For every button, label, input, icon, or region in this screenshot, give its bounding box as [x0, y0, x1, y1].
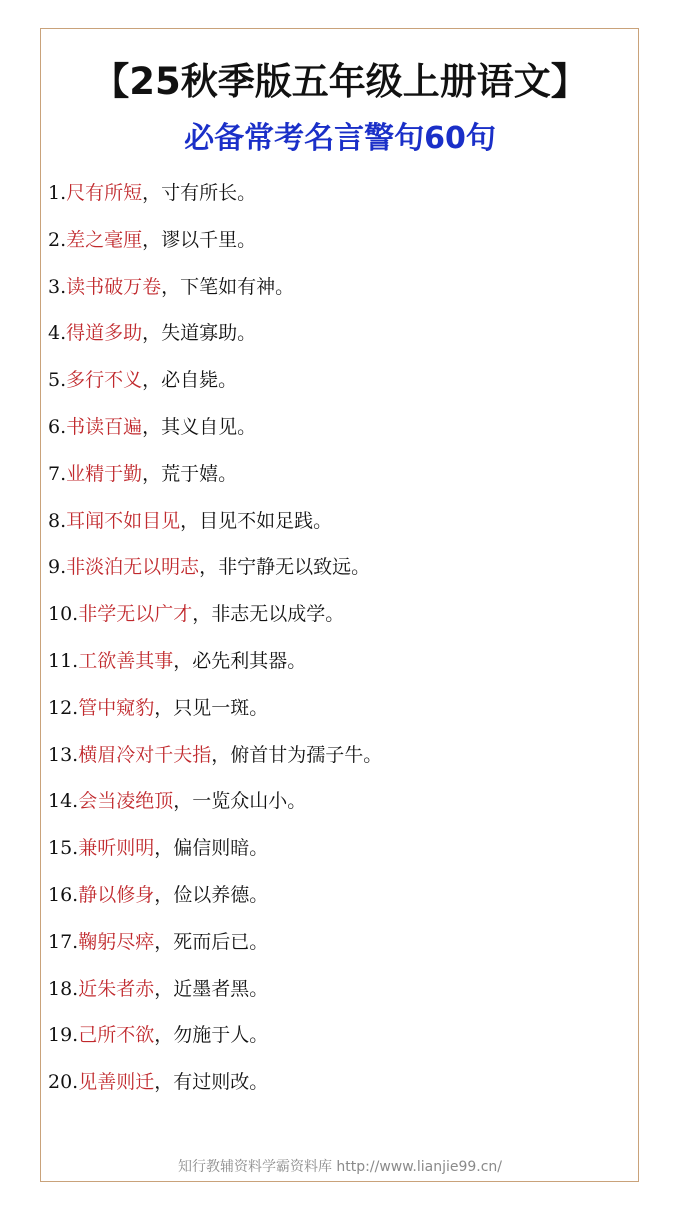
quote-item — [48, 642, 628, 689]
quote-first-half: 兼听则明 — [78, 837, 155, 860]
quote-second-half: ，俯首甘为孺子牛。 — [211, 743, 383, 766]
quote-item — [48, 268, 628, 315]
quote-number: 2. — [48, 228, 67, 251]
quote-item — [48, 736, 628, 783]
quote-item — [48, 689, 628, 736]
quote-number: 14. — [48, 790, 79, 813]
quote-first-half: 会当凌绝顶 — [78, 790, 174, 813]
quote-item — [48, 876, 628, 923]
quote-number: 13. — [48, 743, 79, 766]
quote-second-half: ，死而后已。 — [154, 930, 269, 953]
quote-second-half: ，失道寡助。 — [142, 322, 257, 345]
quote-first-half: 非学无以广才 — [78, 603, 193, 626]
quote-number: 11. — [48, 649, 79, 672]
page-subtitle: 必备常考名言警句60句 — [184, 121, 496, 156]
quote-number: 17. — [48, 930, 79, 953]
quote-item — [48, 829, 628, 876]
quote-first-half: 尺有所短 — [66, 182, 143, 204]
quote-second-half: ，非宁静无以致远。 — [199, 556, 371, 579]
quote-number: 6. — [48, 415, 67, 438]
quote-second-half: ，非志无以成学。 — [192, 603, 345, 626]
quote-first-half: 横眉冷对千夫指 — [78, 743, 212, 766]
quote-number: 4. — [48, 322, 67, 345]
quote-item — [48, 361, 628, 408]
quote-item — [48, 502, 628, 549]
quote-number: 20. — [48, 1071, 79, 1094]
quote-item — [48, 174, 628, 221]
quote-number: 10. — [48, 603, 79, 626]
quote-number: 12. — [48, 696, 79, 719]
quote-first-half: 工欲善其事 — [78, 649, 174, 672]
quote-first-half: 读书破万卷 — [66, 275, 162, 298]
quote-second-half: ，目见不如足践。 — [180, 509, 333, 532]
quote-item — [48, 1063, 628, 1110]
quote-second-half: ，近墨者黑。 — [154, 977, 269, 1000]
quote-first-half: 鞠躬尽瘁 — [78, 930, 155, 953]
quote-number: 16. — [48, 883, 79, 906]
quote-item — [48, 923, 628, 970]
quote-second-half: ，下笔如有神。 — [161, 275, 295, 298]
footer-source-line: 知行教辅资料学霸资料库 http://www.lianjie99.cn/ — [177, 1159, 503, 1175]
quote-first-half: 多行不义 — [66, 369, 143, 392]
quote-item — [48, 782, 628, 829]
quote-first-half: 非淡泊无以明志 — [66, 556, 200, 579]
quote-list — [48, 174, 628, 1110]
quote-number: 19. — [48, 1024, 79, 1047]
quote-second-half: ，其义自见。 — [142, 415, 257, 438]
quote-second-half: ，谬以千里。 — [142, 228, 257, 251]
quote-number: 15. — [48, 837, 79, 860]
quote-first-half: 己所不欲 — [78, 1024, 155, 1047]
quote-item — [48, 1016, 628, 1063]
quote-first-half: 静以修身 — [78, 883, 155, 906]
quote-item — [48, 595, 628, 642]
quote-first-half: 近朱者赤 — [78, 977, 155, 1000]
quote-first-half: 得道多助 — [66, 322, 143, 345]
quote-number: 3. — [48, 275, 67, 298]
page-title: 【25秋季版五年级上册语文】 — [92, 60, 588, 103]
quote-item — [48, 548, 628, 595]
quote-number: 8. — [48, 509, 67, 532]
quote-number: 9. — [48, 556, 67, 579]
quote-first-half: 书读百遍 — [66, 415, 143, 438]
quote-first-half: 见善则迁 — [78, 1071, 155, 1094]
quote-first-half: 差之毫厘 — [66, 228, 143, 251]
quote-number: 5. — [48, 369, 67, 392]
quote-first-half: 管中窥豹 — [78, 696, 155, 719]
quote-second-half: ，必自毙。 — [142, 369, 238, 392]
quote-number: 1. — [48, 182, 67, 204]
quote-second-half: ，偏信则暗。 — [154, 837, 269, 860]
quote-number: 7. — [48, 462, 67, 485]
quote-second-half: ，一览众山小。 — [173, 790, 307, 813]
quote-second-half: ，只见一斑。 — [154, 696, 269, 719]
quote-second-half: ，荒于嬉。 — [142, 462, 238, 485]
quote-first-half: 业精于勤 — [66, 462, 143, 485]
quote-second-half: ，必先利其器。 — [173, 649, 307, 672]
quote-second-half: ，勿施于人。 — [154, 1024, 269, 1047]
quote-number: 18. — [48, 977, 79, 1000]
quote-item — [48, 455, 628, 502]
quote-item — [48, 970, 628, 1017]
quote-item — [48, 221, 628, 268]
quote-item — [48, 314, 628, 361]
quote-item — [48, 408, 628, 455]
quote-second-half: ，有过则改。 — [154, 1071, 269, 1094]
quote-second-half: ，寸有所长。 — [142, 182, 257, 204]
quote-second-half: ，俭以养德。 — [154, 883, 269, 906]
quote-first-half: 耳闻不如目见 — [66, 509, 181, 532]
